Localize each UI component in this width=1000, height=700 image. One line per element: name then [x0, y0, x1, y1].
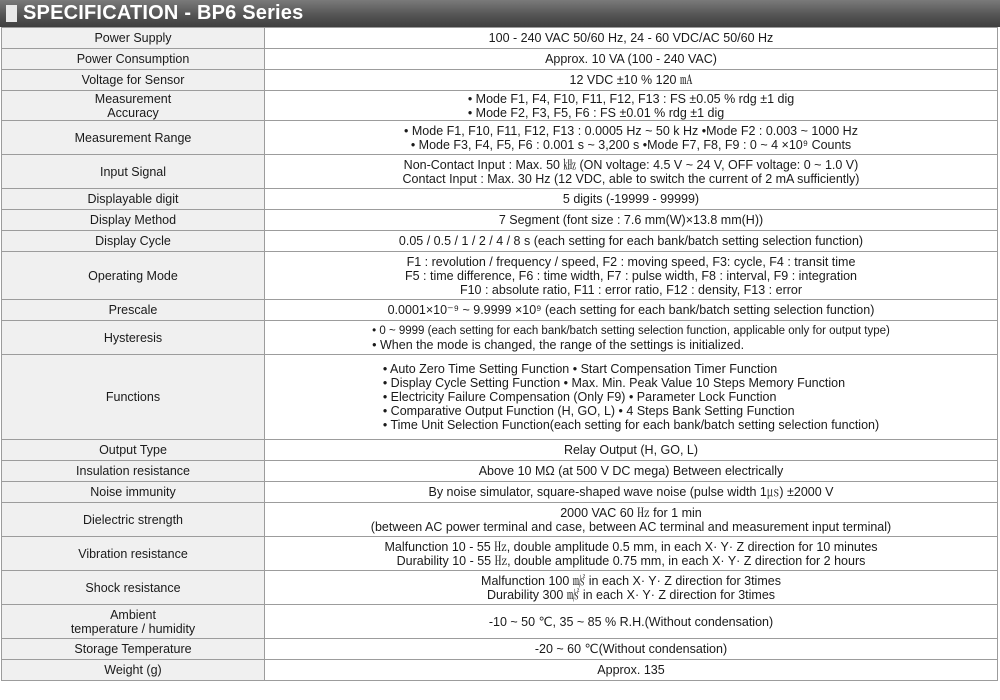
spec-value — [265, 70, 998, 91]
spec-value-line: • Display Cycle Setting Function • Max. Min. Peak Value 10 Steps Memory Function — [382, 376, 846, 390]
spec-label — [2, 231, 265, 252]
spec-label-line: Ambient — [110, 607, 156, 622]
spec-table — [1, 27, 998, 681]
spec-value-line: • Mode F1, F10, F11, F12, F13 : 0.0005 Hz ~ 50 k Hz •Mode F2 : 0.003 ~ 1000 Hz — [404, 123, 858, 138]
spec-value-line: • Mode F2, F3, F5, F6 : FS ±0.01 % rdg ±1 dig — [467, 105, 725, 120]
spec-value-line: 7 Segment (font size : 7.6 mm(W)×13.8 mm(H)) — [498, 213, 764, 227]
spec-value-line: • Time Unit Selection Function(each setting for each bank/batch setting selection function) — [382, 418, 880, 432]
spec-value-block — [468, 92, 794, 120]
spec-value — [265, 461, 998, 482]
spec-label-line: temperature / humidity — [70, 621, 196, 636]
spec-row — [2, 503, 998, 537]
spec-value-line: Contact Input : Max. 30 Hz (12 VDC, able to switch the current of 2 mA sufficiently) — [402, 171, 860, 186]
spec-value-line: -10 ~ 50 ℃, 35 ~ 85 % R.H.(Without condensation) — [488, 614, 774, 629]
spec-label — [2, 537, 265, 571]
spec-label — [2, 155, 265, 189]
spec-row — [2, 461, 998, 482]
spec-value-line: Above 10 MΩ (at 500 V DC mega) Between electrically — [478, 464, 784, 478]
spec-value-line: By noise simulator, square-shaped wave noise (pulse width 1㎲) ±2000 V — [428, 485, 834, 499]
spec-row — [2, 210, 998, 231]
spec-value-line: 2000 VAC 60 ㎐ for 1 min — [560, 505, 702, 520]
spec-label — [2, 605, 265, 639]
spec-value-line: Durability 10 - 55 ㎐, double amplitude 0.75 mm, in each X· Y· Z direction for 2 hours — [396, 553, 866, 568]
spec-label-line: Power Consumption — [76, 52, 190, 66]
spec-value — [265, 571, 998, 605]
spec-value — [265, 503, 998, 537]
spec-label-line: Storage Temperature — [74, 642, 192, 656]
spec-value — [265, 121, 998, 155]
spec-value-line: 100 - 240 VAC 50/60 Hz, 24 - 60 VDC/AC 50/60 Hz — [488, 31, 774, 45]
spec-label-line: Shock resistance — [85, 580, 181, 595]
spec-label — [2, 70, 265, 91]
spec-value-block — [383, 362, 879, 432]
spec-label — [2, 571, 265, 605]
spec-value — [265, 300, 998, 321]
spec-label-line: Operating Mode — [88, 268, 178, 283]
spec-value-line: • Electricity Failure Compensation (Only F9) • Parameter Lock Function — [382, 390, 777, 404]
spec-value-line: F1 : revolution / frequency / speed, F2 : moving speed, F3: cycle, F4 : transit time — [406, 254, 856, 269]
spec-value — [265, 321, 998, 355]
spec-value-line: Relay Output (H, GO, L) — [563, 443, 699, 457]
spec-value-line: Malfunction 10 - 55 ㎐, double amplitude 0.5 mm, in each X· Y· Z direction for 10 minutes — [384, 539, 878, 554]
spec-label — [2, 252, 265, 300]
spec-value-line: Non-Contact Input : Max. 50 ㎑ (ON voltage: 4.5 V ~ 24 V, OFF voltage: 0 ~ 1.0 V) — [403, 157, 859, 172]
spec-row — [2, 355, 998, 440]
spec-value — [265, 49, 998, 70]
spec-value — [265, 355, 998, 440]
title-square-icon — [6, 5, 17, 22]
spec-value-line: • Mode F3, F4, F5, F6 : 0.001 s ~ 3,200 s •Mode F7, F8, F9 : 0 ~ 4 ×10⁹ Counts — [410, 137, 852, 152]
spec-value-line: (between AC power terminal and case, between AC terminal and measurement input terminal) — [370, 519, 892, 534]
spec-value-line: -20 ~ 60 ℃(Without condensation) — [534, 642, 728, 656]
spec-value-line: F5 : time difference, F6 : time width, F7 : pulse width, F8 : interval, F9 : integration — [404, 268, 858, 283]
spec-row — [2, 571, 998, 605]
spec-label — [2, 355, 265, 440]
spec-value — [265, 440, 998, 461]
spec-value-line: • Mode F1, F4, F10, F11, F12, F13 : FS ±0.05 % rdg ±1 dig — [467, 91, 795, 106]
spec-value-line: • Auto Zero Time Setting Function • Start Compensation Timer Function — [382, 362, 778, 376]
spec-label — [2, 189, 265, 210]
spec-label-line: Vibration resistance — [78, 546, 188, 561]
spec-value — [265, 537, 998, 571]
spec-label — [2, 121, 265, 155]
spec-label — [2, 639, 265, 660]
spec-label-line: Display Cycle — [95, 234, 171, 248]
spec-value-line: 5 digits (-19999 - 99999) — [562, 192, 700, 206]
spec-row — [2, 440, 998, 461]
spec-label-line: Display Method — [89, 213, 177, 227]
spec-label-line: Prescale — [108, 303, 158, 317]
spec-label — [2, 210, 265, 231]
spec-value — [265, 252, 998, 300]
spec-label-line: Dielectric strength — [82, 512, 184, 527]
spec-label-line: Input Signal — [99, 164, 167, 179]
spec-value — [265, 189, 998, 210]
spec-label — [2, 660, 265, 681]
spec-value — [265, 660, 998, 681]
spec-value-block — [372, 324, 890, 352]
spec-row — [2, 639, 998, 660]
spec-row — [2, 189, 998, 210]
spec-label — [2, 49, 265, 70]
spec-row — [2, 605, 998, 639]
spec-label-line: Noise immunity — [90, 485, 176, 499]
spec-value — [265, 639, 998, 660]
spec-label-line: Insulation resistance — [76, 464, 190, 478]
spec-row — [2, 300, 998, 321]
spec-label-line: Measurement — [94, 91, 172, 106]
spec-row — [2, 321, 998, 355]
spec-value-line: 0.0001×10⁻⁹ ~ 9.9999 ×10⁹ (each setting for each bank/batch setting selection function) — [387, 303, 875, 317]
spec-row — [2, 231, 998, 252]
spec-value — [265, 482, 998, 503]
spec-value — [265, 605, 998, 639]
spec-label-line: Weight (g) — [104, 663, 162, 677]
spec-row — [2, 70, 998, 91]
spec-value-line: Malfunction 100 ㎨ in each X· Y· Z direction for 3times — [481, 573, 781, 588]
spec-label — [2, 503, 265, 537]
spec-label — [2, 461, 265, 482]
spec-label-line: Displayable digit — [87, 192, 179, 206]
spec-row — [2, 252, 998, 300]
spec-label-line: Accuracy — [107, 105, 159, 120]
spec-label — [2, 28, 265, 49]
title-bar — [0, 0, 1000, 27]
page-title: SPECIFICATION - BP6 Series — [23, 2, 304, 24]
spec-label — [2, 482, 265, 503]
spec-label — [2, 91, 265, 121]
spec-row — [2, 49, 998, 70]
spec-value — [265, 91, 998, 121]
spec-label-line: Output Type — [99, 443, 167, 457]
spec-label — [2, 300, 265, 321]
spec-value-line: 0.05 / 0.5 / 1 / 2 / 4 / 8 s (each setting for each bank/batch setting selection function) — [398, 234, 864, 248]
spec-row — [2, 155, 998, 189]
spec-value — [265, 231, 998, 252]
spec-label-line: Measurement Range — [74, 130, 192, 145]
spec-label-line: Voltage for Sensor — [81, 73, 185, 87]
spec-label-line: Hysteresis — [103, 330, 163, 345]
spec-value-line: • Comparative Output Function (H, GO, L) • 4 Steps Bank Setting Function — [382, 404, 795, 418]
spec-value-line: 12 VDC ±10 % 120 ㎃ — [569, 73, 693, 87]
spec-value — [265, 155, 998, 189]
spec-value — [265, 28, 998, 49]
spec-row — [2, 537, 998, 571]
spec-row — [2, 482, 998, 503]
spec-row — [2, 28, 998, 49]
spec-value — [265, 210, 998, 231]
spec-row — [2, 121, 998, 155]
spec-label — [2, 321, 265, 355]
spec-label-line: Power Supply — [94, 31, 172, 45]
spec-value-line: • 0 ~ 9999 (each setting for each bank/batch setting selection function, applicable only for output type) — [372, 324, 890, 337]
spec-row — [2, 660, 998, 681]
spec-value-line: Durability 300 ㎨ in each X· Y· Z direction for 3times — [486, 587, 776, 602]
spec-value-line: Approx. 135 — [597, 663, 665, 677]
spec-value-line: • When the mode is changed, the range of the settings is initialized. — [372, 337, 745, 352]
spec-value-line: Approx. 10 VA (100 - 240 VAC) — [545, 52, 717, 66]
spec-value-line: F10 : absolute ratio, F11 : error ratio, F12 : density, F13 : error — [459, 282, 803, 297]
spec-label-line: Functions — [105, 390, 161, 404]
spec-row — [2, 91, 998, 121]
spec-label — [2, 440, 265, 461]
